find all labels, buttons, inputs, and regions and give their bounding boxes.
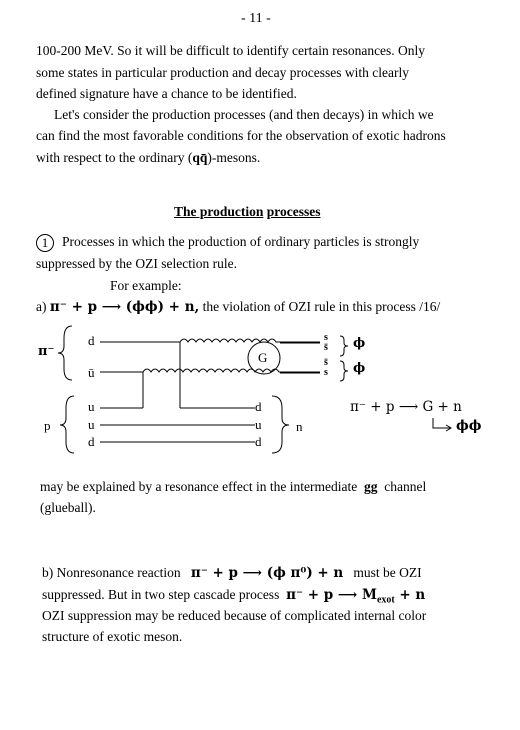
text-line: structure of exotic meson.: [42, 629, 183, 644]
reaction-b2-line: suppressed. But in two step cascade process π⁻ + p ⟶ $M_{exot} + n$: [42, 587, 426, 606]
quark-label: u: [88, 399, 95, 414]
gg-channel: gg: [363, 479, 378, 494]
side-reaction: π⁻ + p ⟶ G + n: [350, 399, 462, 415]
text-line: Let's consider the production processes (and then decays) in which we: [54, 107, 434, 122]
quark-label: s: [324, 367, 328, 378]
quark-label: d: [255, 434, 262, 449]
text-line: some states in particular production and decay processes with clearly: [36, 65, 409, 80]
quark-label: s: [324, 332, 328, 343]
reaction-a-line: a) π⁻ + p ⟶ (ϕϕ) + n, the violation of OZI rule in this process /16/: [36, 299, 441, 315]
neutron-label: n: [296, 419, 303, 434]
text-line: defined signature have a chance to be identified.: [36, 86, 297, 101]
quark-label: u: [88, 417, 95, 432]
reaction-b-line: b) Nonresonance reaction π⁻ + p ⟶ (ϕ π⁰) + n must be OZI: [42, 565, 422, 581]
phi-brace-2: [340, 361, 348, 381]
quark-label: u: [255, 417, 262, 432]
text-line: may be explained by a resonance effect in the intermediate gg channel: [40, 479, 427, 494]
quark-label: ū: [88, 365, 95, 380]
n-brace: [272, 396, 289, 453]
phi-label: ϕ: [353, 336, 366, 351]
text-line: (glueball).: [40, 500, 96, 515]
pi-brace: [58, 326, 72, 380]
item-1-line: 1 Processes in which the production of ordinary particles is strongly: [36, 231, 419, 252]
phi-label: ϕ: [353, 361, 366, 376]
text-line: For example:: [110, 278, 182, 293]
section-title: The production processes: [174, 204, 321, 219]
glueball-label: G: [258, 350, 268, 365]
gluon-line-bottom: [143, 369, 320, 372]
text-line: OZI suppression may be reduced because of complicated internal color: [42, 608, 427, 623]
phi-brace-1: [340, 336, 348, 356]
item-number-circle: 1: [36, 234, 54, 252]
text-line: suppressed by the OZI selection rule.: [36, 256, 237, 271]
page-number: - 11 -: [241, 11, 271, 26]
side-decay: ϕϕ: [456, 418, 482, 434]
gluon-line-top: [180, 339, 320, 342]
quark-label: d: [88, 434, 95, 449]
p-brace: [60, 396, 74, 453]
quark-label: d: [255, 399, 262, 414]
quark-label: s̄: [324, 357, 328, 368]
quark-label: s̄: [324, 342, 328, 353]
text-line: can find the most favorable conditions for the observation of exotic hadrons: [36, 128, 446, 143]
proton-label: p: [44, 418, 51, 433]
quark-antiquark-symbol: qq̄: [192, 150, 208, 165]
text-line: with respect to the ordinary (qq̄)-mesons.: [36, 150, 261, 165]
text-line: 100-200 MeV. So it will be difficult to identify certain resonances. Only: [36, 43, 426, 58]
pi-minus-label: π⁻: [38, 344, 55, 359]
quark-label: d: [88, 333, 95, 348]
decay-arrow-line: [433, 418, 450, 428]
